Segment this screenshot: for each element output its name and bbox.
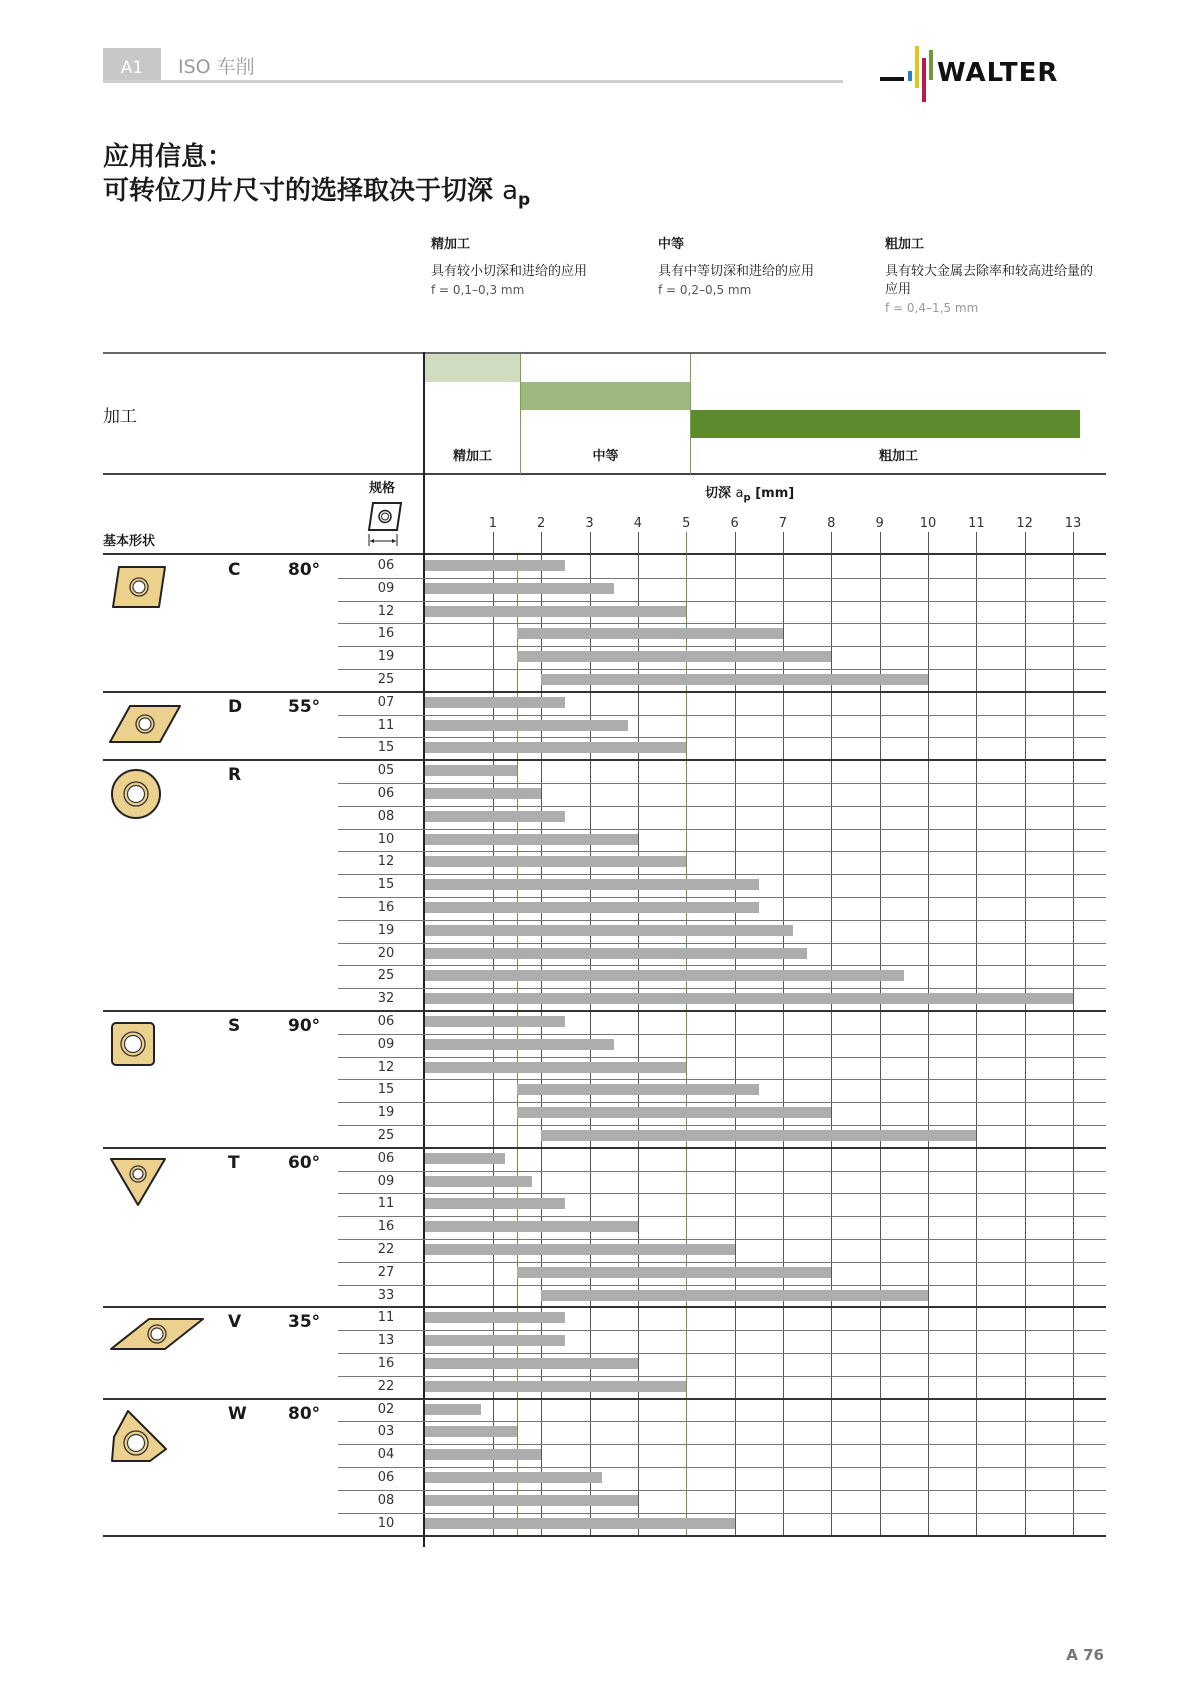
- row-size-label: 19: [377, 649, 395, 664]
- basic-shape-label: 基本形状: [103, 534, 156, 549]
- row-size-label: 09: [377, 581, 395, 596]
- row-size-label: 25: [377, 968, 395, 983]
- depth-range-bar: [425, 970, 904, 981]
- row-size-label: 06: [377, 1014, 395, 1029]
- depth-range-bar: [425, 834, 638, 845]
- depth-range-bar: [425, 742, 686, 753]
- row-size-label: 12: [377, 1060, 395, 1075]
- depth-range-bar: [425, 1016, 565, 1027]
- row-separator: [338, 1102, 1106, 1103]
- insert-shape-t-icon: [108, 1156, 168, 1212]
- shape-angle: 80°: [288, 1403, 321, 1424]
- row-size-label: 05: [377, 763, 395, 778]
- depth-range-bar: [425, 948, 807, 959]
- row-separator: [338, 783, 1106, 784]
- row-size-label: 19: [377, 923, 395, 938]
- depth-range-bar: [425, 583, 614, 594]
- depth-range-bar: [425, 879, 759, 890]
- row-separator: [338, 943, 1106, 944]
- row-separator: [338, 623, 1106, 624]
- row-size-label: 22: [377, 1242, 395, 1257]
- machining-bottom-rule: [103, 473, 1106, 475]
- row-size-label: 16: [377, 1356, 395, 1371]
- tick-label: 11: [968, 516, 985, 531]
- tick-label: 7: [778, 516, 788, 531]
- depth-range-bar: [425, 1312, 565, 1323]
- insert-shape-w-icon: [108, 1407, 170, 1473]
- phase-bar-medium: [521, 382, 691, 410]
- depth-range-bar: [425, 1381, 686, 1392]
- tick-mark: [686, 532, 687, 554]
- group-separator: [103, 1398, 1106, 1400]
- page-title-line2: 可转位刀片尺寸的选择取决于切深 $a_p$: [103, 176, 531, 211]
- depth-range-bar: [425, 1404, 481, 1415]
- row-size-label: 10: [377, 832, 395, 847]
- row-separator: [338, 851, 1106, 852]
- shape-letter: T: [228, 1152, 240, 1173]
- depth-range-bar: [425, 1358, 638, 1369]
- grid-line-v: [928, 555, 929, 1535]
- tick-mark: [880, 532, 881, 554]
- row-size-label: 06: [377, 786, 395, 801]
- depth-range-bar: [425, 697, 565, 708]
- row-separator: [338, 1444, 1106, 1445]
- depth-range-bar: [425, 765, 517, 776]
- row-separator: [338, 1467, 1106, 1468]
- tick-mark: [638, 532, 639, 554]
- depth-range-bar: [425, 1449, 541, 1460]
- row-separator: [338, 669, 1106, 670]
- row-separator: [338, 965, 1106, 966]
- walter-logo-icon: [880, 44, 1105, 104]
- depth-range-bar: [425, 1153, 505, 1164]
- desc-medium: 中等 具有中等切深和进给的应用 f = 0,2–0,5 mm: [658, 237, 815, 297]
- tick-label: 12: [1016, 516, 1033, 531]
- insert-shape-d-icon: [108, 702, 183, 751]
- desc-roughing: 粗加工 具有较大金属去除率和较高进给量的应用 f = 0,4–1,5 mm: [885, 237, 1094, 315]
- tick-mark: [493, 532, 494, 554]
- tick-label: 9: [875, 516, 884, 531]
- row-separator: [338, 920, 1106, 921]
- depth-range-bar: [425, 993, 1073, 1004]
- row-separator: [338, 737, 1106, 738]
- page-number: A 76: [1066, 1646, 1104, 1664]
- row-separator: [338, 1193, 1106, 1194]
- row-size-label: 27: [377, 1265, 395, 1280]
- depth-range-bar: [425, 856, 686, 867]
- row-size-label: 15: [377, 740, 395, 755]
- shape-letter: V: [228, 1312, 242, 1333]
- grid-line-v: [783, 555, 784, 1535]
- section-title: ISO 车削: [178, 56, 255, 78]
- row-size-label: 22: [377, 1379, 395, 1394]
- tick-label: 2: [537, 516, 546, 531]
- insert-size-icon: [365, 500, 405, 548]
- insert-shape-r-icon: [108, 766, 164, 826]
- grid-line-v: [880, 555, 881, 1535]
- tick-mark: [976, 532, 977, 554]
- row-size-label: 11: [377, 718, 395, 733]
- row-separator: [338, 897, 1106, 898]
- depth-range-bar: [425, 1221, 638, 1232]
- row-size-label: 20: [377, 946, 395, 961]
- tick-label: 13: [1064, 516, 1082, 531]
- tick-label: 8: [827, 516, 836, 531]
- row-separator: [338, 601, 1106, 602]
- depth-range-bar: [425, 1244, 735, 1255]
- header-rule: [103, 80, 843, 83]
- row-size-label: 08: [377, 809, 395, 824]
- group-separator: [103, 1010, 1106, 1012]
- row-size-label: 08: [377, 1493, 395, 1508]
- insert-shape-c-icon: [109, 563, 169, 617]
- row-separator: [338, 1376, 1106, 1377]
- row-size-label: 15: [377, 877, 395, 892]
- depth-range-bar: [425, 606, 686, 617]
- svg-text:WALTER: WALTER: [937, 58, 1059, 88]
- row-separator: [338, 874, 1106, 875]
- tick-mark: [783, 532, 784, 554]
- row-separator: [338, 1490, 1106, 1491]
- row-separator: [338, 646, 1106, 647]
- depth-range-bar: [517, 651, 831, 662]
- row-separator: [338, 1079, 1106, 1080]
- row-separator: [338, 829, 1106, 830]
- desc-finishing: 精加工 具有较小切深和进给的应用 f = 0,1–0,3 mm: [431, 237, 588, 297]
- row-separator: [338, 1330, 1106, 1331]
- depth-range-bar: [517, 628, 783, 639]
- section-badge: A1: [103, 48, 161, 82]
- row-separator: [338, 1057, 1106, 1058]
- phase-label-roughing: 粗加工: [878, 449, 918, 464]
- depth-range-bar: [425, 902, 759, 913]
- depth-range-bar: [425, 1518, 735, 1529]
- depth-range-bar: [425, 1472, 602, 1483]
- row-size-label: 09: [377, 1174, 395, 1189]
- depth-range-bar: [517, 1084, 759, 1095]
- shape-letter: D: [228, 696, 243, 717]
- group-separator: [103, 1306, 1106, 1308]
- row-size-label: 06: [377, 558, 395, 573]
- row-size-label: 12: [377, 854, 395, 869]
- depth-range-bar: [425, 925, 793, 936]
- row-separator: [338, 1262, 1106, 1263]
- table-top-rule: [103, 352, 1106, 354]
- depth-range-bar: [541, 1290, 928, 1301]
- depth-range-bar: [425, 1039, 614, 1050]
- depth-range-bar: [425, 1176, 532, 1187]
- row-separator: [338, 1239, 1106, 1240]
- row-size-label: 11: [377, 1310, 395, 1325]
- row-size-label: 19: [377, 1105, 395, 1120]
- shape-letter: R: [228, 765, 242, 786]
- depth-range-bar: [425, 1198, 565, 1209]
- row-size-label: 15: [377, 1082, 395, 1097]
- size-label: 规格: [369, 481, 396, 496]
- phase-bar-roughing: [691, 410, 1080, 438]
- tick-label: 6: [730, 516, 739, 531]
- group-separator: [103, 691, 1106, 693]
- row-separator: [338, 1353, 1106, 1354]
- depth-range-bar: [541, 1130, 976, 1141]
- row-separator: [338, 1171, 1106, 1172]
- row-size-label: 13: [377, 1333, 395, 1348]
- depth-range-bar: [425, 560, 565, 571]
- insert-shape-v-icon: [107, 1315, 207, 1357]
- walter-logo: [880, 44, 1105, 104]
- tick-label: 5: [682, 516, 691, 531]
- shape-angle: 90°: [288, 1016, 321, 1036]
- shape-angle: 80°: [288, 560, 321, 580]
- row-size-label: 02: [377, 1402, 395, 1417]
- phase-label-medium: 中等: [592, 449, 619, 464]
- group-separator: [103, 1147, 1106, 1149]
- depth-range-bar: [425, 788, 541, 799]
- row-size-label: 32: [377, 991, 395, 1006]
- size-insert-icon: [365, 500, 405, 552]
- tick-label: 3: [585, 516, 594, 531]
- tick-mark: [831, 532, 832, 554]
- row-separator: [338, 1216, 1106, 1217]
- row-separator: [338, 1125, 1106, 1126]
- phase-bar-finishing: [425, 354, 521, 382]
- row-separator: [338, 1285, 1106, 1286]
- insert-shape-s-icon: [108, 1019, 158, 1073]
- row-size-label: 06: [377, 1470, 395, 1485]
- shape-angle: 35°: [288, 1312, 321, 1333]
- shape-letter: C: [228, 560, 241, 580]
- row-size-label: 06: [377, 1151, 395, 1166]
- tick-mark: [735, 532, 736, 554]
- row-size-label: 16: [377, 626, 395, 641]
- row-size-label: 04: [377, 1447, 395, 1462]
- grid-line-v: [1025, 555, 1026, 1535]
- page-title-line1: 应用信息：: [103, 142, 234, 172]
- row-separator: [338, 715, 1106, 716]
- shape-letter: W: [228, 1403, 247, 1424]
- row-size-label: 03: [377, 1424, 395, 1439]
- tick-mark: [1025, 532, 1026, 554]
- row-size-label: 07: [377, 695, 395, 710]
- group-separator: [103, 759, 1106, 761]
- tick-label: 4: [633, 516, 643, 531]
- axis-bottom-rule: [103, 553, 1106, 555]
- grid-line-v: [735, 555, 736, 1535]
- depth-range-bar: [425, 1426, 517, 1437]
- tick-label: 10: [919, 516, 937, 531]
- grid-line-v: [1073, 555, 1074, 1535]
- row-size-label: 25: [377, 1128, 395, 1143]
- tick-mark: [541, 532, 542, 554]
- depth-range-bar: [541, 674, 928, 685]
- row-separator: [338, 578, 1106, 579]
- grid-line-v: [831, 555, 832, 1535]
- phase-label-finishing: 精加工: [452, 449, 492, 464]
- machining-label: 加工: [103, 407, 137, 427]
- row-separator: [338, 806, 1106, 807]
- axis-label: 切深 $a_p$ [mm]: [705, 486, 795, 504]
- depth-range-bar: [517, 1267, 831, 1278]
- depth-range-bar: [425, 811, 565, 822]
- table-bottom-rule: [103, 1535, 1106, 1537]
- shape-angle: 55°: [288, 696, 321, 717]
- row-separator: [338, 1513, 1106, 1514]
- row-size-label: 10: [377, 1516, 395, 1531]
- row-separator: [338, 1421, 1106, 1422]
- row-size-label: 09: [377, 1037, 395, 1052]
- depth-range-bar: [425, 1335, 565, 1346]
- tick-mark: [590, 532, 591, 554]
- row-size-label: 11: [377, 1196, 395, 1211]
- shape-angle: 60°: [288, 1152, 321, 1173]
- depth-range-bar: [517, 1107, 831, 1118]
- row-size-label: 16: [377, 900, 395, 915]
- row-size-label: 25: [377, 672, 395, 687]
- depth-range-bar: [425, 720, 628, 731]
- shape-letter: S: [228, 1016, 241, 1036]
- row-size-label: 33: [377, 1288, 395, 1303]
- grid-line-v: [976, 555, 977, 1535]
- tick-mark: [1073, 532, 1074, 554]
- row-separator: [338, 988, 1106, 989]
- tick-mark: [928, 532, 929, 554]
- row-separator: [338, 1034, 1106, 1035]
- row-size-label: 16: [377, 1219, 395, 1234]
- depth-range-bar: [425, 1495, 638, 1506]
- tick-label: 1: [488, 516, 497, 531]
- depth-range-bar: [425, 1062, 686, 1073]
- row-size-label: 12: [377, 604, 395, 619]
